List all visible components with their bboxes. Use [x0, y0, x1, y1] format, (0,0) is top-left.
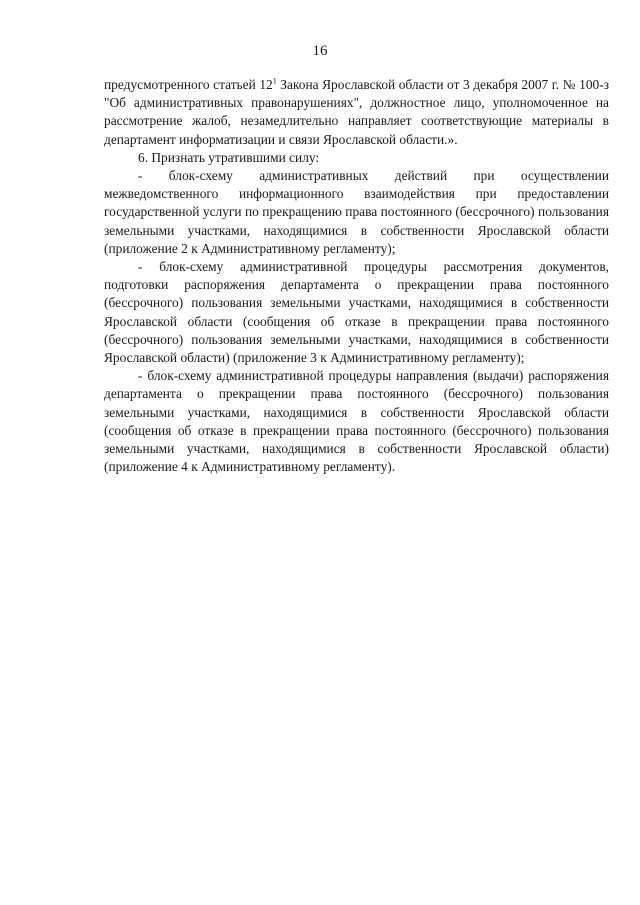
document-body — [104, 76, 609, 476]
page-number: 16 — [312, 43, 328, 59]
paragraph-1-text-end: Закона Ярославской области от 3 декабря 2007 г. № 100-з "Об административных правонарушениях", должностное лицо, уполномоченное на рассмотрение жалоб, незамедлительно направляет соответствующие материалы в департамент информатизации и связи Ярославской области.». — [104, 77, 609, 147]
paragraph-5: - блок-схему административной процедуры направления (выдачи) распоряжения департамента о прекращении права постоянного (бессрочного) пользования земельными участками, находящимися в собственности Ярославской области (сообщения об отказе в прекращении права постоянного (бессрочного) пользования земельными участками, находящимися в собственности Ярославской области) (приложение 4 к Административному регламенту). — [104, 368, 609, 475]
paragraph-1 — [104, 76, 609, 149]
paragraph-1-text-start: предусмотренного статьей 12 — [104, 77, 273, 92]
paragraph-4: - блок-схему административной процедуры рассмотрения документов, подготовки распоряжения департамента о прекращении права постоянного (бессрочного) пользования земельными участками, находящимися в собственности Ярославской области (сообщения об отказе в прекращении права постоянного (бессрочного) пользования земельными участками, находящимися в собственности Ярославской области) (приложение 3 к Административному регламенту); — [104, 259, 609, 366]
paragraph-3: - блок-схему административных действий при осуществлении межведомственного информационного взаимодействия при предоставлении государственной услуги по прекращению права постоянного (бессрочного) пользования земельными участками, находящимися в собственности Ярославской области (приложение 2 к Административному регламенту); — [104, 168, 609, 256]
article-superscript: 1 — [272, 76, 277, 86]
paragraph-2: 6. Признать утратившими силу: — [138, 149, 320, 165]
